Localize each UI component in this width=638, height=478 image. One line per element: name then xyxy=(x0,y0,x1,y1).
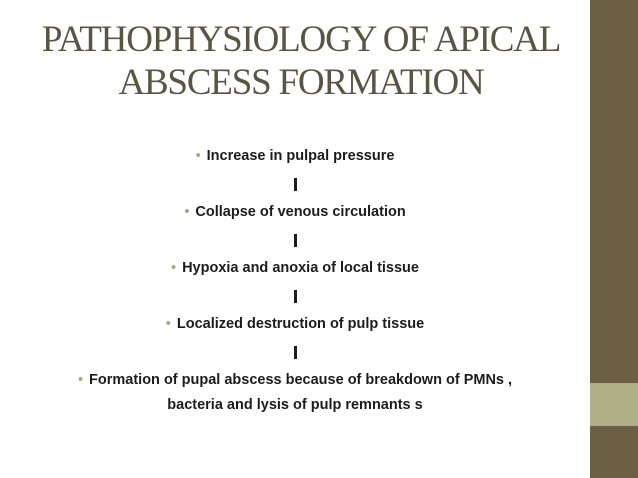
connector-line xyxy=(294,178,297,191)
bullet-icon: • xyxy=(184,204,190,220)
flow-step-text: Hypoxia and anoxia of local tissue xyxy=(182,260,419,276)
connector-line xyxy=(294,234,297,247)
flow-step-text: Increase in pulpal pressure xyxy=(206,148,395,164)
flow-step-text: Collapse of venous circulation xyxy=(195,204,406,220)
side-accent-block xyxy=(590,383,638,426)
flow-step-1 xyxy=(0,147,590,165)
title-line-1: PATHOPHYSIOLOGY OF APICAL xyxy=(41,19,561,60)
bullet-icon: • xyxy=(171,260,177,276)
flow-step-text: Localized destruction of pulp tissue xyxy=(176,316,425,332)
flow-step-5-continuation: bacteria and lysis of pulp remnants s xyxy=(167,397,423,413)
flow-step-text: Formation of pupal abscess because of breakdown of PMNs , xyxy=(89,372,513,388)
bullet-icon: • xyxy=(195,148,201,164)
flow-step-2 xyxy=(0,203,590,221)
flow-step-5 xyxy=(0,371,590,389)
connector-line xyxy=(294,346,297,359)
bullet-icon: • xyxy=(77,372,84,388)
flow-step-3 xyxy=(0,259,590,277)
title-line-2: ABSCESS FORMATION xyxy=(118,62,484,103)
bullet-icon: • xyxy=(165,316,171,332)
connector-line xyxy=(294,290,297,303)
flow-step-4 xyxy=(0,315,590,333)
